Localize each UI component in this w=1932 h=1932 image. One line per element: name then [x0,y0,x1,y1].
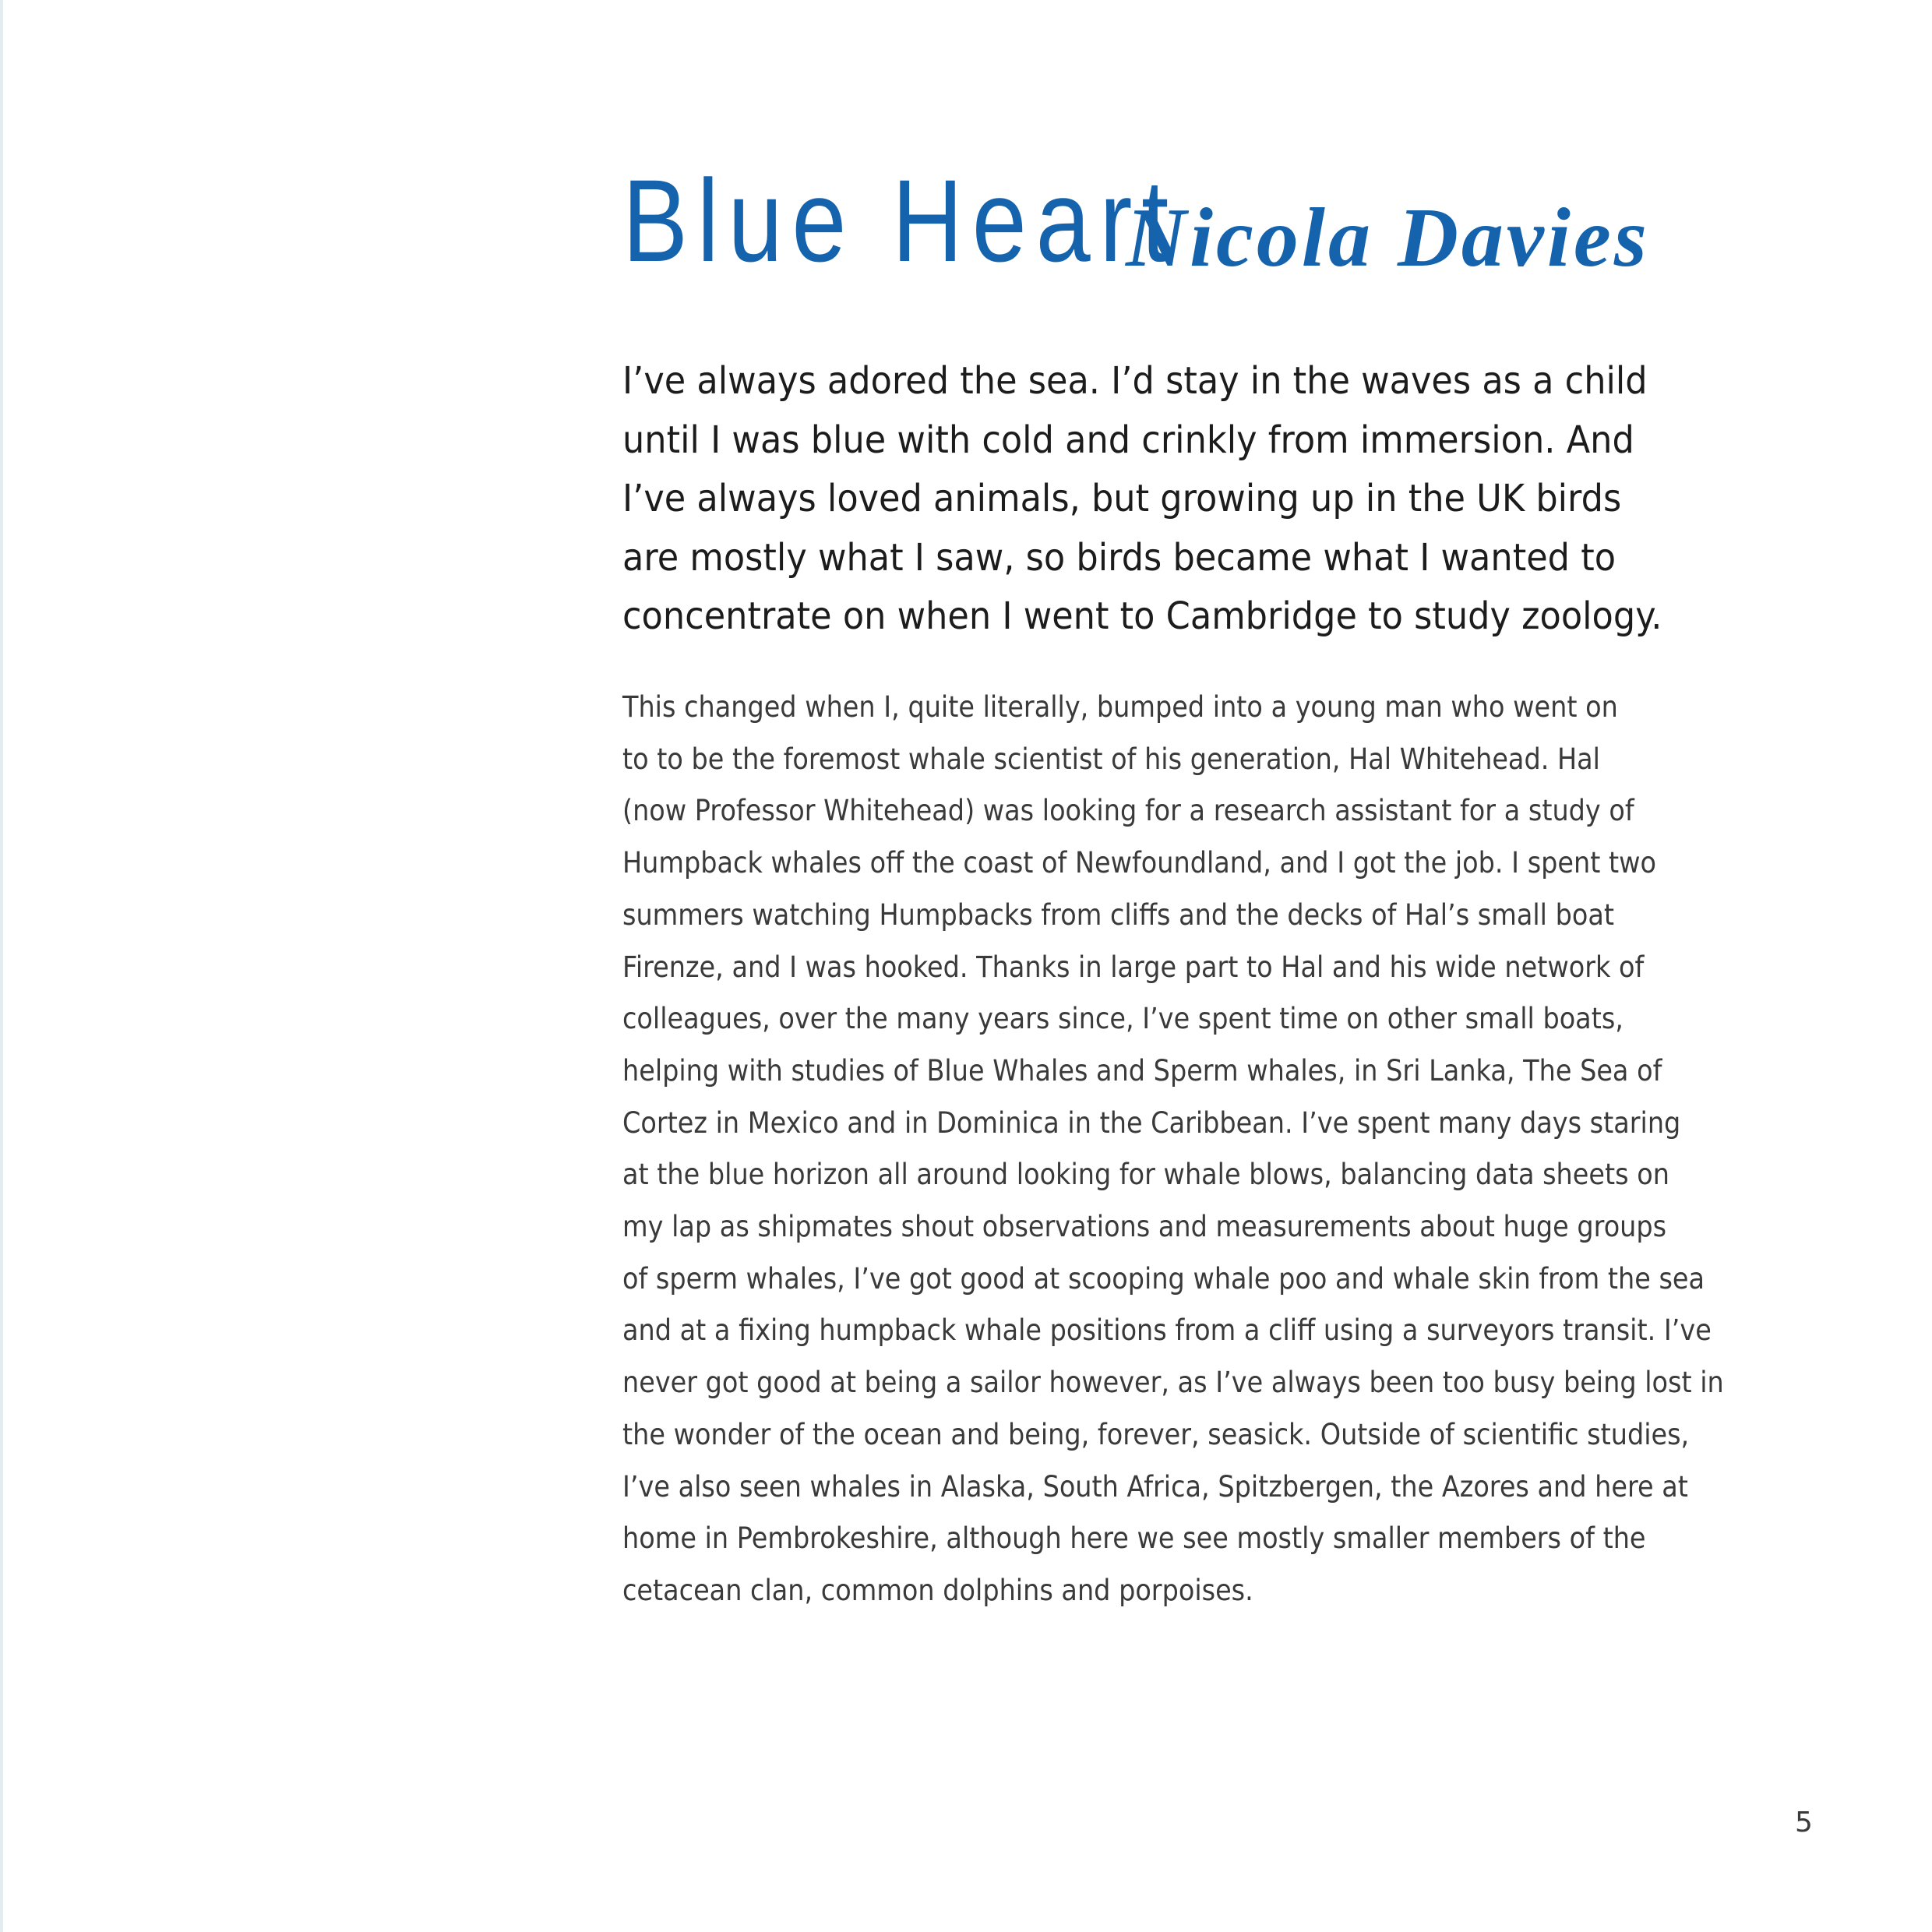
body-line: I’ve also seen whales in Alaska, South Africa, Spitzbergen, the Azores and here at [622,1469,1688,1504]
intro-line: I’ve always adored the sea. I’d stay in the waves as a child [622,359,1648,403]
body-line: summers watching Humpbacks from cliffs and the decks of Hal’s small boat [622,897,1615,932]
intro-line: are mostly what I saw, so birds became what I wanted to [622,535,1616,580]
page-heading [622,155,1650,286]
body-line: Cortez in Mexico and in Dominica in the Caribbean. I’ve spent many days staring [622,1105,1681,1140]
body-line: the wonder of the ocean and being, forever, seasick. Outside of scientific studies, [622,1417,1690,1451]
story-title: Blue Heart [622,155,1178,286]
body-line: at the blue horizon all around looking for whale blows, balancing data sheets on [622,1158,1669,1192]
body-line: home in Pembrokeshire, although here we see mostly smaller members of the [622,1521,1646,1556]
page-number: 5 [1795,1807,1813,1839]
body-line: helping with studies of Blue Whales and Sperm whales, in Sri Lanka, The Sea of [622,1053,1662,1088]
body-line: Humpback whales off the coast of Newfoundland, and I got the job. I spent two [622,846,1656,880]
body-line: This changed when I, quite literally, bumped into a young man who went on [622,690,1618,724]
body-line: Firenze, and I was hooked. Thanks in large part to Hal and his wide network of [622,950,1645,984]
body-line: never got good at being a sailor however, as I’ve always been too busy being lost in [622,1366,1724,1400]
intro-line: until I was blue with cold and crinkly from immersion. And [622,418,1634,462]
body-line: of sperm whales, I’ve got good at scooping whale poo and whale skin from the sea [622,1261,1705,1296]
body-line: (now Professor Whitehead) was looking for a research assistant for a study of [622,794,1634,828]
body-line: colleagues, over the many years since, I’ve spent time on other small boats, [622,1002,1624,1036]
body-line: cetacean clan, common dolphins and porpoises. [622,1573,1253,1607]
author-name: Nicola Davies [1126,192,1650,284]
page-edge [0,0,3,1932]
body-line: to to be the foremost whale scientist of his generation, Hal Whitehead. Hal [622,742,1600,776]
intro-line: concentrate on when I went to Cambridge to study zoology. [622,594,1662,638]
body-line: and at a fixing humpback whale positions from a cliff using a surveyors transit. I’ve [622,1313,1712,1348]
intro-line: I’ve always loved animals, but growing up in the UK birds [622,477,1622,520]
intro-paragraph [622,352,1768,647]
body-paragraph [622,682,1807,1617]
body-line: my lap as shipmates shout observations and measurements about huge groups [622,1210,1667,1244]
